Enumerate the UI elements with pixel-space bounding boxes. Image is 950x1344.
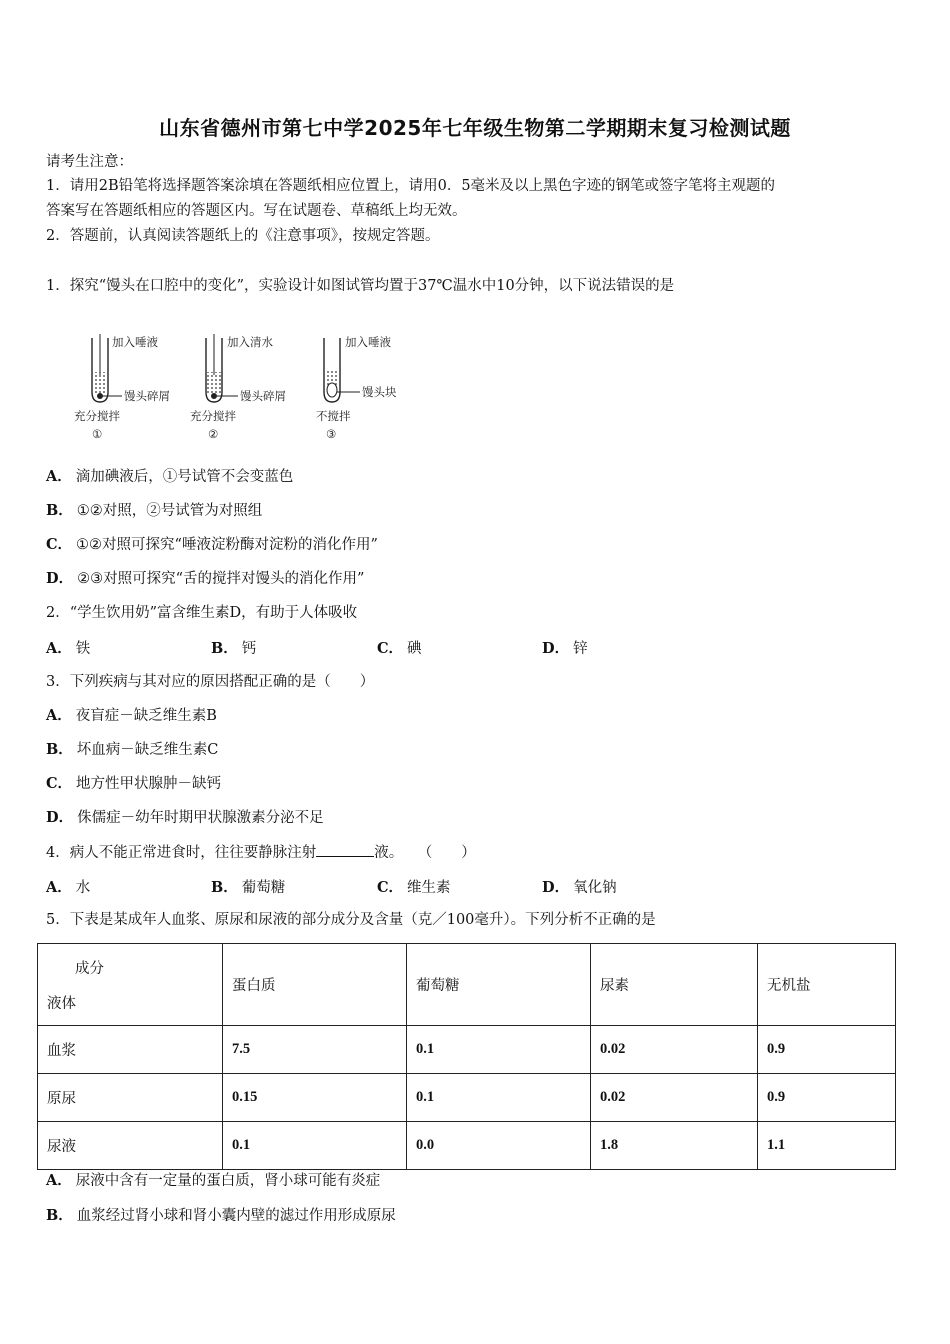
option-label: B． — [211, 879, 238, 896]
question-1-option-a[interactable] — [46, 467, 293, 487]
table-cell: 0.9 — [758, 1026, 896, 1074]
option-label: D． — [542, 879, 570, 896]
option-label: D． — [542, 640, 570, 657]
option-label: A． — [46, 879, 72, 896]
option-text: 滴加碘液后，①号试管不会变蓝色 — [75, 469, 294, 485]
option-text: 水 — [75, 880, 91, 896]
question-2-option-c[interactable] — [377, 637, 422, 658]
option-text: ②③对照可探究“舌的搅拌对馒头的消化作用” — [77, 571, 365, 587]
header-component-label: 成分 — [75, 960, 104, 977]
option-text: 葡萄糖 — [241, 880, 286, 896]
option-text: 锌 — [573, 641, 588, 657]
table-corner-header — [38, 944, 223, 1026]
table-row — [38, 1074, 896, 1122]
question-5-option-a[interactable] — [46, 1171, 380, 1191]
option-text: 维生素 — [407, 880, 451, 896]
tube-3-number: ③ — [326, 427, 337, 441]
option-label: B． — [46, 1207, 73, 1224]
page-title: 山东省德州市第七中学2025年七年级生物第二学期期末复习检测试题 — [159, 116, 791, 140]
column-header: 尿素 — [591, 944, 758, 1026]
column-header: 无机盐 — [758, 944, 896, 1026]
table-cell: 0.9 — [758, 1074, 896, 1122]
option-text: 侏儒症－幼年时期甲状腺激素分泌不足 — [77, 810, 324, 826]
notice-item-2: 2．答题前，认真阅读答题纸上的《注意事项》，按规定答题。 — [46, 228, 440, 244]
table-cell: 1.8 — [591, 1122, 758, 1170]
question-2-stem: 2．“学生饮用奶”富含维生素D，有助于人体吸收 — [46, 605, 358, 621]
question-1-option-b[interactable] — [46, 501, 262, 521]
question-2-option-a[interactable] — [46, 637, 90, 658]
option-label: A． — [46, 1172, 72, 1189]
question-4-option-c[interactable] — [377, 876, 451, 897]
table-cell: 0.02 — [591, 1026, 758, 1074]
question-5-stem: 5．下表是某成年人血浆、原尿和尿液的部分成分及含量（克／100毫升）。下列分析不正确的是 — [46, 912, 656, 928]
question-4-option-a[interactable] — [46, 876, 90, 897]
question-2-option-b[interactable] — [211, 637, 256, 658]
option-text: 坏血病－缺乏维生素C — [76, 742, 219, 758]
tube-1-number: ① — [92, 427, 103, 441]
question-4-option-d[interactable] — [542, 876, 617, 897]
option-text: 尿液中含有一定量的蛋白质，肾小球可能有炎症 — [75, 1173, 381, 1189]
option-text: 氧化钠 — [573, 880, 617, 896]
question-3-option-c[interactable] — [46, 774, 221, 794]
notice-item-1-line-1: 1．请用2B铅笔将选择题答案涂填在答题纸相应位置上，请用0．5毫米及以上黑色字迹的钢笔或签字笔将主观题的 — [46, 178, 776, 194]
option-label: B． — [46, 502, 73, 519]
option-text: 铁 — [75, 641, 91, 657]
question-4-stem-before: 4．病人不能正常进食时，往往要静脉注射 — [46, 845, 317, 861]
tube-2-bottom-label: 充分搅拌 — [190, 409, 236, 423]
tube-1-top-label: 加入唾液 — [112, 335, 158, 349]
table-row — [38, 1026, 896, 1074]
tube-2-number: ② — [208, 427, 219, 441]
option-label: A． — [46, 640, 72, 657]
table-header-row — [38, 944, 896, 1026]
row-header: 尿液 — [38, 1122, 223, 1170]
question-4-options — [46, 876, 746, 896]
question-1-option-d[interactable] — [46, 569, 364, 589]
question-3-option-a[interactable] — [46, 706, 217, 726]
option-label: C． — [377, 640, 404, 657]
composition-table — [37, 943, 896, 1170]
row-header: 血浆 — [38, 1026, 223, 1074]
answer-blank[interactable] — [316, 842, 374, 857]
option-label: A． — [46, 707, 72, 724]
tube-1-side-label: 馒头碎屑 — [124, 389, 170, 403]
tube-3-bottom-label: 不搅拌 — [316, 409, 351, 423]
option-label: D． — [46, 809, 74, 826]
question-2-option-d[interactable] — [542, 637, 588, 658]
question-3-stem: 3．下列疾病与其对应的原因搭配正确的是（ ） — [46, 674, 375, 690]
question-3-option-b[interactable] — [46, 740, 218, 760]
option-label: B． — [46, 741, 73, 758]
question-1-stem: 1．探究“馒头在口腔中的变化”，实验设计如图试管均置于37℃温水中10分钟，以下说法错误的是 — [46, 278, 675, 294]
column-header: 葡萄糖 — [407, 944, 591, 1026]
table-row — [38, 1122, 896, 1170]
tube-1-bottom-label: 充分搅拌 — [74, 409, 120, 423]
question-1-option-c[interactable] — [46, 535, 378, 555]
test-tube-figure — [70, 330, 420, 445]
option-text: 碘 — [407, 641, 422, 657]
table-cell: 0.02 — [591, 1074, 758, 1122]
tube-2-side-label: 馒头碎屑 — [240, 389, 286, 403]
table-cell: 0.0 — [407, 1122, 591, 1170]
table-cell: 7.5 — [223, 1026, 407, 1074]
option-label: A． — [46, 468, 72, 485]
option-label: D． — [46, 570, 74, 587]
option-label: B． — [211, 640, 238, 657]
question-4-option-b[interactable] — [211, 876, 285, 897]
option-text: ①②对照，②号试管为对照组 — [76, 503, 263, 519]
question-5-option-b[interactable] — [46, 1206, 396, 1226]
header-liquid-label: 液体 — [47, 995, 76, 1012]
table-cell: 0.1 — [223, 1122, 407, 1170]
question-3-option-d[interactable] — [46, 808, 324, 828]
option-label: C． — [46, 775, 73, 792]
option-text: 血浆经过肾小球和肾小囊内壁的滤过作用形成原尿 — [76, 1208, 396, 1224]
option-label: C． — [46, 536, 73, 553]
row-header: 原尿 — [38, 1074, 223, 1122]
table-cell: 1.1 — [758, 1122, 896, 1170]
question-4-stem-after: 液。 （ ） — [374, 845, 476, 861]
option-text: 地方性甲状腺肿－缺钙 — [76, 776, 222, 792]
option-text: 夜盲症－缺乏维生素B — [75, 708, 217, 724]
tube-2-top-label: 加入清水 — [227, 335, 273, 349]
option-text: 钙 — [241, 641, 257, 657]
option-label: C． — [377, 879, 404, 896]
option-text: ①②对照可探究“唾液淀粉酶对淀粉的消化作用” — [76, 537, 378, 553]
question-4-stem — [46, 842, 476, 863]
column-header: 蛋白质 — [223, 944, 407, 1026]
tube-3-side-label: 馒头块 — [362, 385, 397, 399]
notice-heading: 请考生注意： — [46, 154, 133, 170]
test-tube-diagram — [70, 330, 420, 445]
notice-item-1-line-2: 答案写在答题纸相应的答题区内。写在试题卷、草稿纸上均无效。 — [46, 203, 467, 219]
table-cell: 0.1 — [407, 1026, 591, 1074]
table-cell: 0.15 — [223, 1074, 407, 1122]
tube-3-top-label: 加入唾液 — [345, 335, 391, 349]
table-cell: 0.1 — [407, 1074, 591, 1122]
question-2-options — [46, 637, 746, 657]
